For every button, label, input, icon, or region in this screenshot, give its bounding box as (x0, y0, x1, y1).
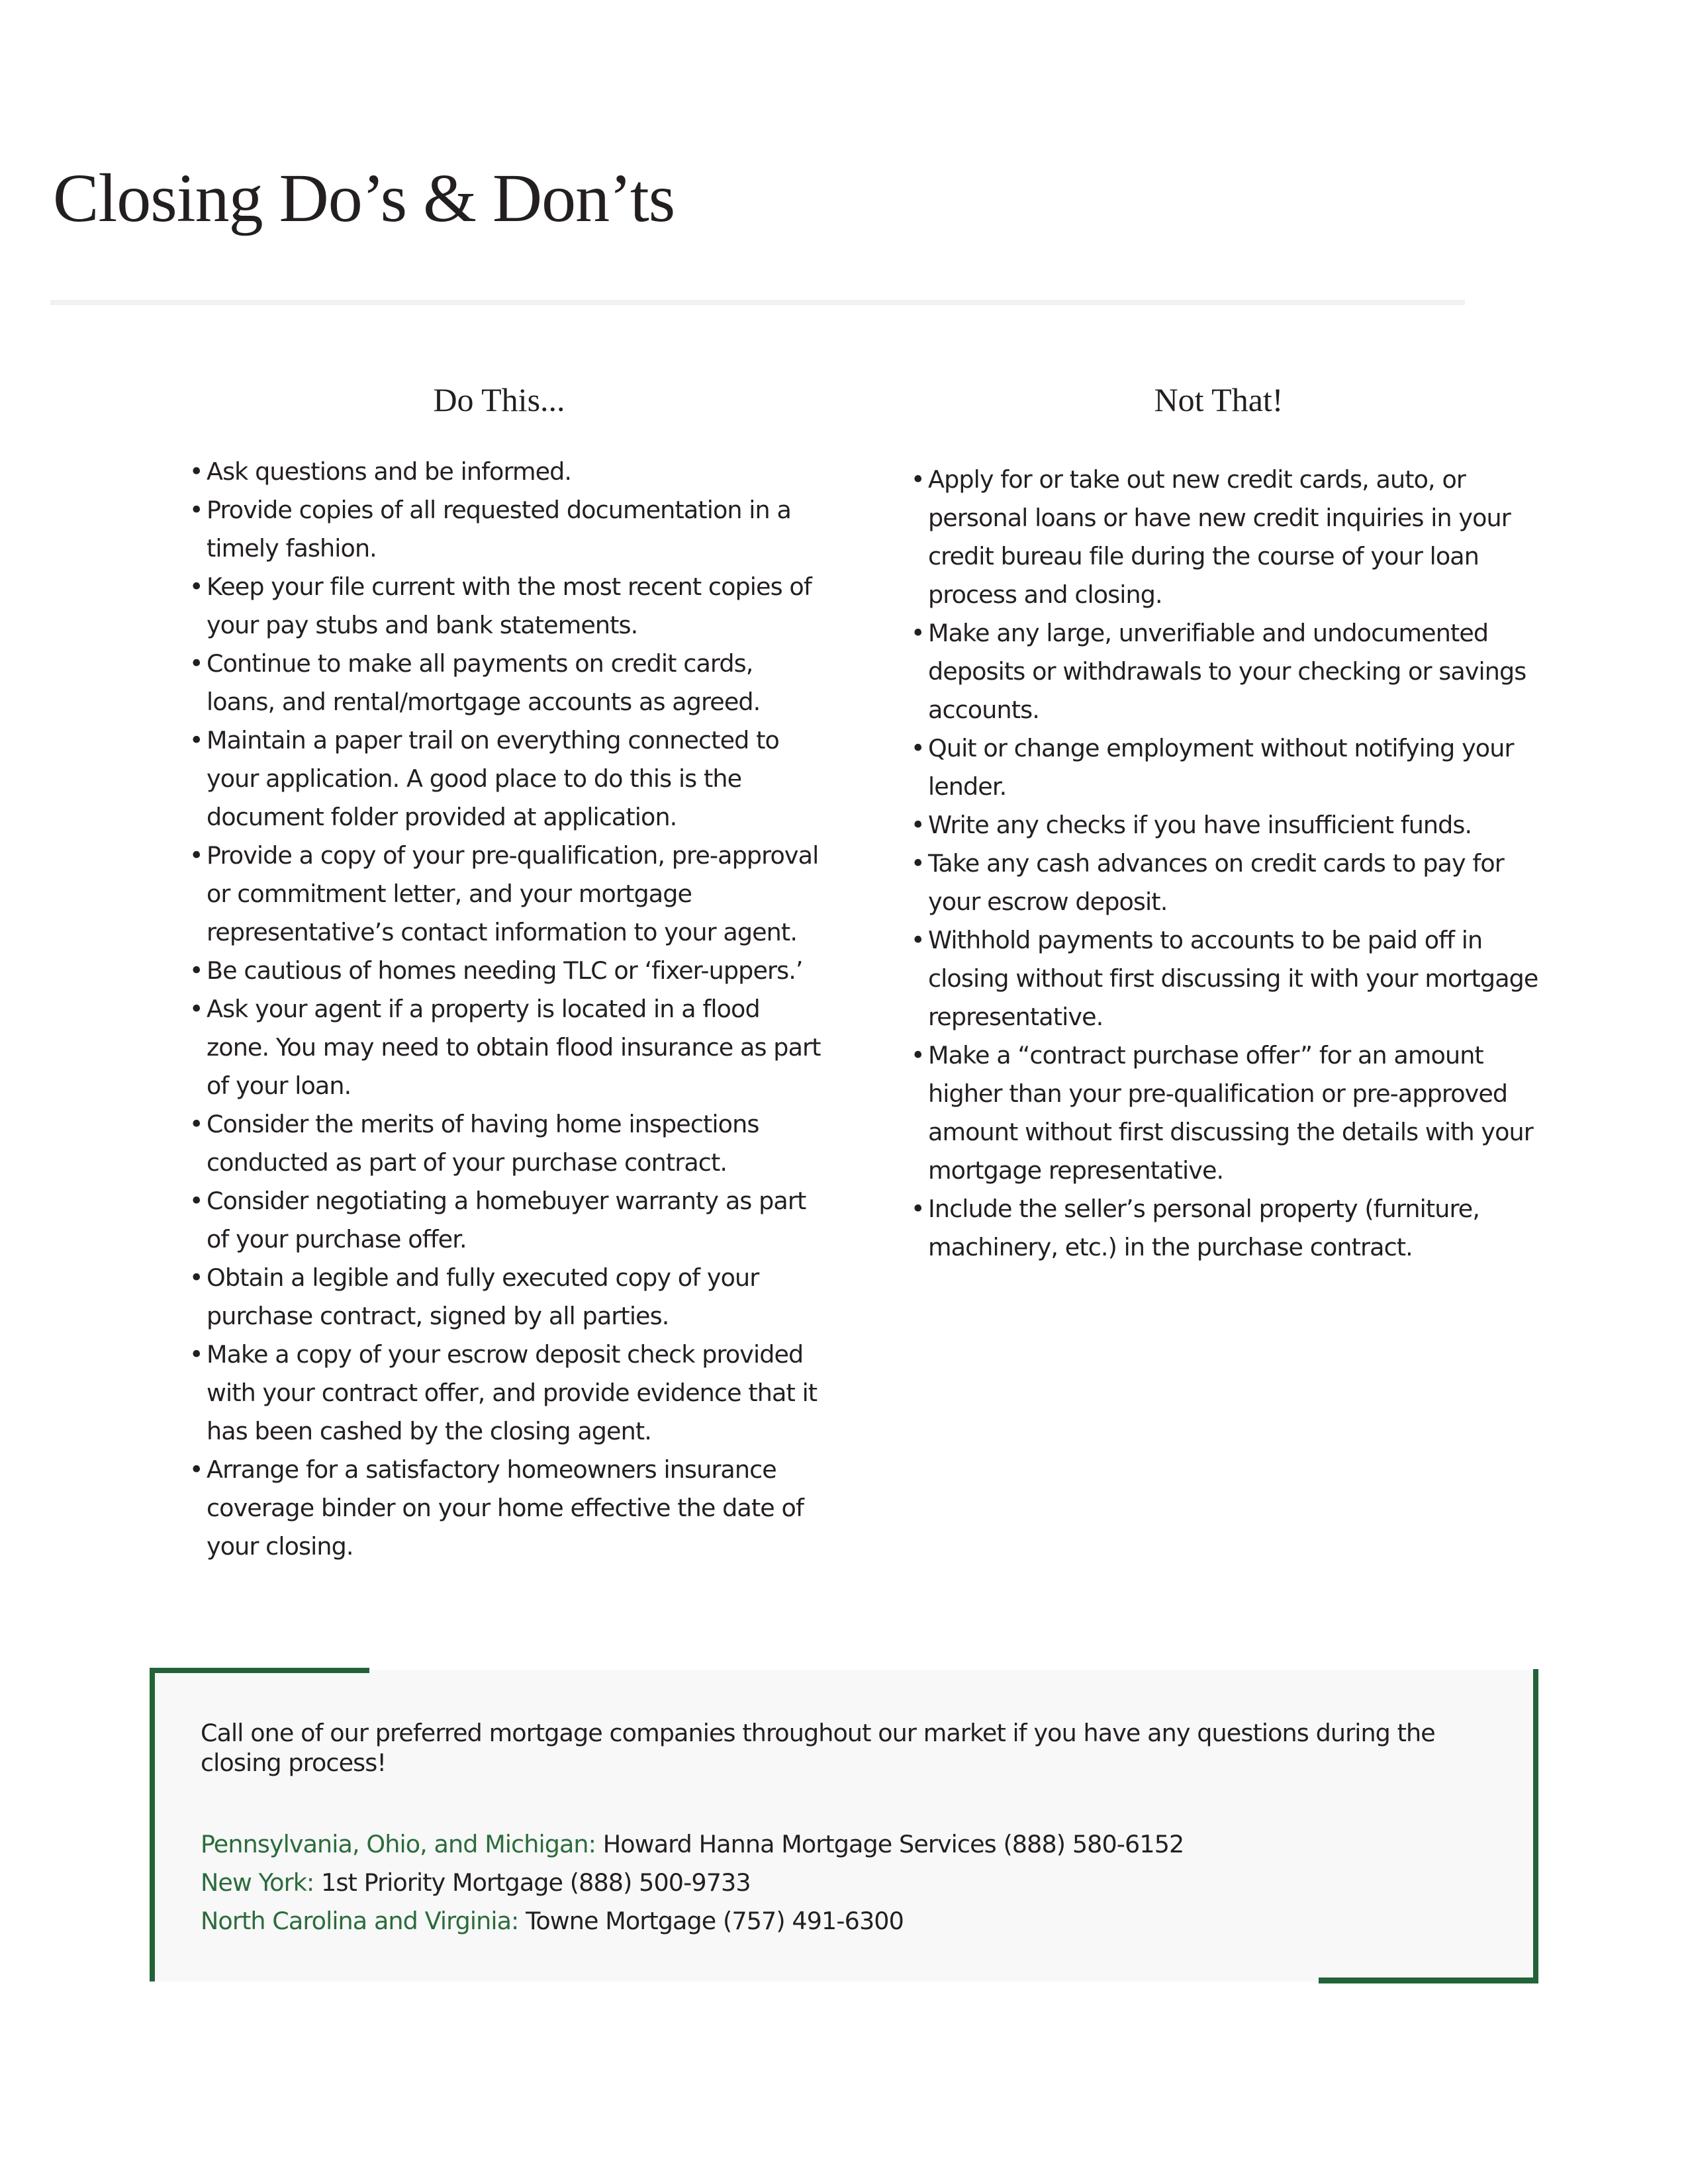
bullet-icon (189, 1105, 203, 1144)
do-item-text: Continue to make all payments on credit cards, loans, and rental/mortgage accounts as agreed. (207, 649, 761, 716)
bullet-icon (189, 491, 203, 529)
accent-border-top (150, 1668, 369, 1673)
dont-list (911, 461, 1540, 1267)
do-item-text: Arrange for a satisfactory homeowners insurance coverage binder on your home effective the date of your closing. (207, 1455, 804, 1561)
dont-list-item (911, 844, 1540, 921)
do-list-item (189, 1182, 825, 1259)
dont-item-text: Include the seller’s personal property (furniture, machinery, etc.) in the purchase contract. (928, 1195, 1480, 1261)
do-list-item (189, 952, 825, 990)
contact-line (201, 1902, 1184, 1940)
bullet-icon (189, 1451, 203, 1489)
do-list-item (189, 645, 825, 721)
bullet-icon (189, 837, 203, 875)
do-list-item (189, 1105, 825, 1182)
bullet-icon (911, 921, 924, 960)
do-item-text: Be cautious of homes needing TLC or ‘fixer-uppers.’ (207, 956, 803, 985)
dont-list-item (911, 614, 1540, 729)
do-list-item (189, 1259, 825, 1336)
do-item-text: Ask your agent if a property is located in a flood zone. You may need to obtain flood insurance as part of your loan. (207, 995, 821, 1100)
do-item-text: Ask questions and be informed. (207, 457, 572, 486)
bullet-icon (189, 1259, 203, 1297)
dont-list-item (911, 806, 1540, 844)
bullet-icon (189, 645, 203, 683)
do-list-item (189, 990, 825, 1105)
do-item-text: Consider negotiating a homebuyer warranty as part of your purchase offer. (207, 1187, 806, 1253)
contact-box (150, 1668, 1538, 1983)
do-item-text: Provide copies of all requested documentation in a timely fashion. (207, 496, 791, 563)
do-column-heading: Do This... (433, 381, 565, 418)
bullet-icon (911, 729, 924, 768)
title-divider (50, 300, 1465, 305)
dont-item-text: Make any large, unverifiable and undocumented deposits or withdrawals to your checking or savings accounts. (928, 619, 1526, 724)
accent-border-bottom (1319, 1978, 1538, 1983)
do-list-item (189, 453, 825, 491)
dont-list-item (911, 1190, 1540, 1267)
page-title: Closing Do’s & Don’ts (53, 160, 675, 236)
dont-list-item (911, 921, 1540, 1036)
dont-list-item (911, 1036, 1540, 1190)
do-list-item (189, 568, 825, 645)
bullet-icon (189, 990, 203, 1028)
contact-region: Pennsylvania, Ohio, and Michigan: (201, 1830, 596, 1858)
dont-list-item (911, 461, 1540, 614)
accent-border-left (150, 1668, 155, 1981)
contact-line (201, 1864, 1184, 1902)
dont-item-text: Write any checks if you have insufficient funds. (928, 811, 1472, 839)
bullet-icon (189, 721, 203, 760)
dont-column-heading: Not That! (1154, 381, 1284, 418)
do-list-item (189, 837, 825, 952)
dont-item-text: Make a “contract purchase offer” for an amount higher than your pre-qualification or pre-approved amount without first discussing the details with your mortgage representative. (928, 1041, 1533, 1185)
contact-line (201, 1825, 1184, 1864)
do-item-text: Obtain a legible and fully executed copy of your purchase contract, signed by all parties. (207, 1263, 759, 1330)
do-list (189, 453, 825, 1566)
bullet-icon (911, 844, 924, 883)
do-item-text: Maintain a paper trail on everything connected to your application. A good place to do this is the document folder provided at application. (207, 726, 779, 831)
do-list-item (189, 491, 825, 568)
do-list-item (189, 721, 825, 837)
do-list-item (189, 1336, 825, 1451)
bullet-icon (189, 1182, 203, 1220)
accent-border-right (1533, 1669, 1538, 1983)
dont-item-text: Apply for or take out new credit cards, auto, or personal loans or have new credit inquiries in your credit bureau file during the course of your loan process and closing. (928, 465, 1511, 609)
bullet-icon (911, 461, 924, 499)
bullet-icon (911, 1036, 924, 1075)
bullet-icon (911, 1190, 924, 1228)
contact-company-phone: Howard Hanna Mortgage Services (888) 580-6152 (602, 1830, 1184, 1858)
bullet-icon (189, 453, 203, 491)
do-list-item (189, 1451, 825, 1566)
dont-item-text: Withhold payments to accounts to be paid off in closing without first discussing it with your mortgage representative. (928, 926, 1538, 1031)
dont-list-item (911, 729, 1540, 806)
contact-list (201, 1825, 1184, 1940)
contact-company-phone: Towne Mortgage (757) 491-6300 (526, 1907, 904, 1935)
bullet-icon (911, 614, 924, 653)
contact-region: New York: (201, 1868, 314, 1897)
bullet-icon (189, 568, 203, 606)
do-item-text: Provide a copy of your pre-qualification, pre-approval or commitment letter, and your mortgage representative’s contact information to your agent. (207, 841, 819, 946)
dont-item-text: Quit or change employment without notifying your lender. (928, 734, 1514, 801)
dont-item-text: Take any cash advances on credit cards to pay for your escrow deposit. (928, 849, 1504, 916)
contact-region: North Carolina and Virginia: (201, 1907, 519, 1935)
bullet-icon (189, 952, 203, 990)
do-item-text: Consider the merits of having home inspections conducted as part of your purchase contract. (207, 1110, 759, 1177)
do-item-text: Keep your file current with the most recent copies of your pay stubs and bank statements. (207, 572, 812, 639)
bullet-icon (189, 1336, 203, 1374)
contact-company-phone: 1st Priority Mortgage (888) 500-9733 (321, 1868, 751, 1897)
bullet-icon (911, 806, 924, 844)
do-item-text: Make a copy of your escrow deposit check provided with your contract offer, and provide evidence that it has been cashed by the closing agent. (207, 1340, 818, 1445)
contact-intro: Call one of our preferred mortgage companies throughout our market if you have any questions during the closing process! (201, 1719, 1435, 1777)
